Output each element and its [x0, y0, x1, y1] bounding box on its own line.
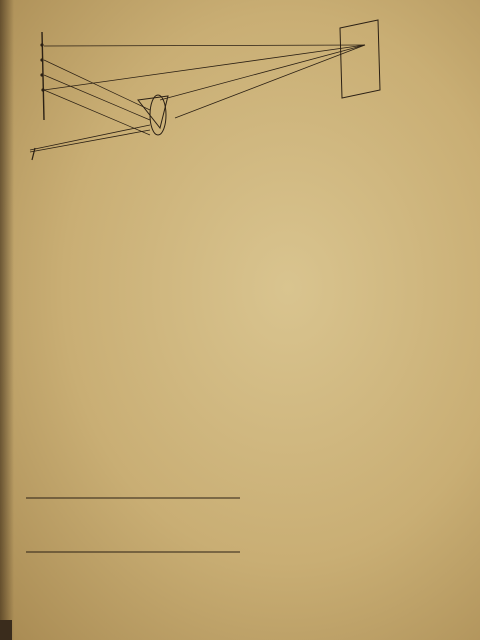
body-text — [26, 183, 471, 483]
figure-3-drawing — [0, 0, 480, 165]
figure-4 — [22, 486, 244, 576]
figure-3 — [0, 0, 480, 165]
figure-4-drawing — [22, 486, 244, 576]
right-screen — [340, 20, 380, 98]
watermark — [0, 620, 12, 640]
